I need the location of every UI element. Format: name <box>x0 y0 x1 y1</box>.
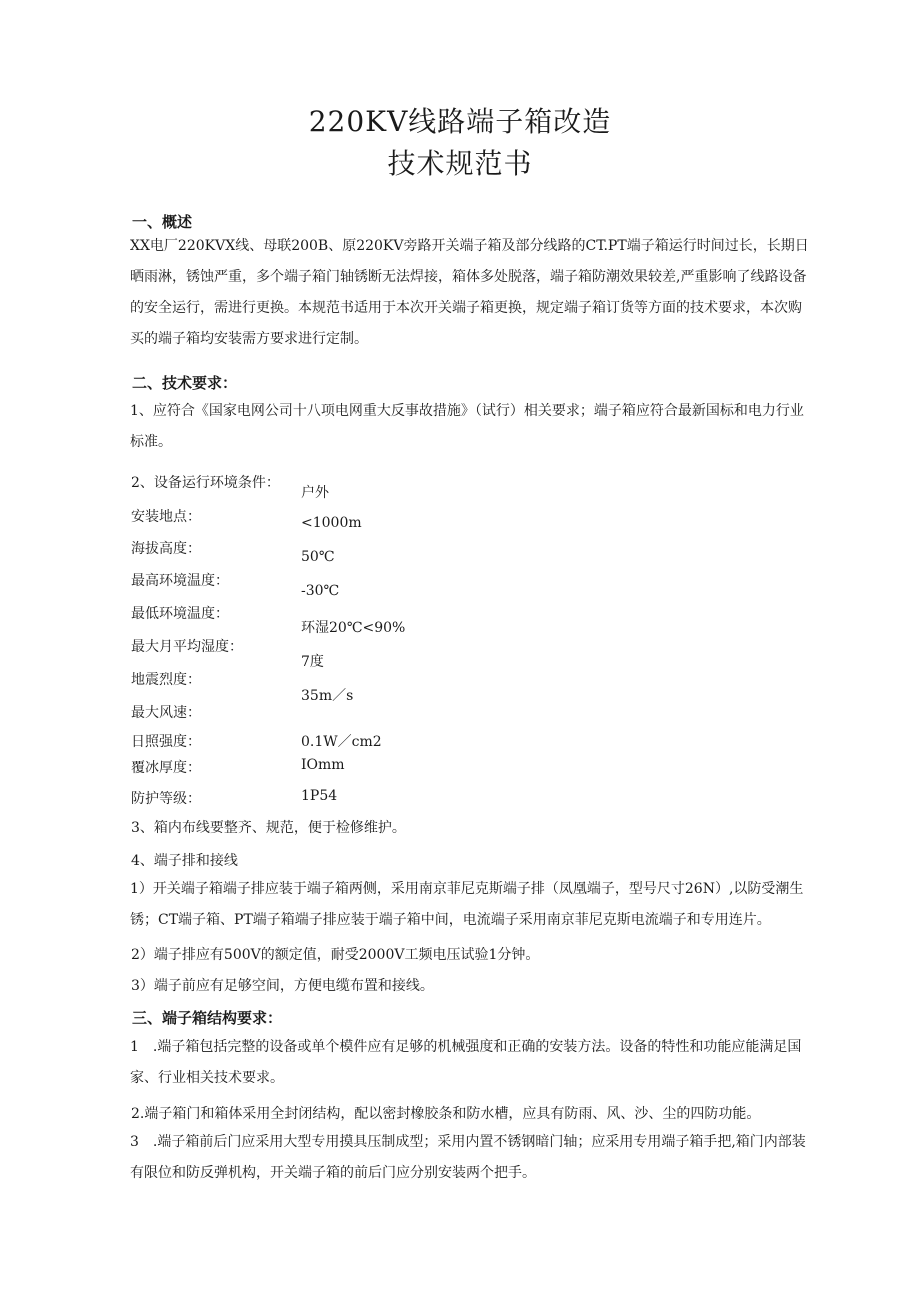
section2-sub2: 2）端子排应有500V的额定值，耐受2000V工频电压试验1分钟。 <box>131 947 540 963</box>
env-label: 防护等级： <box>131 791 201 807</box>
section2-heading: 二、技术要求： <box>132 374 238 392</box>
doc-title-line1: 220KV线路端子箱改造 <box>308 105 612 138</box>
env-value: 环湿20℃<90% <box>301 620 406 636</box>
env-value: 50℃ <box>301 549 335 565</box>
section2-item2: 2、设备运行环境条件： <box>131 475 280 491</box>
env-label: 日照强度： <box>131 734 201 750</box>
section3-item2: 2.端子箱门和箱体采用全封闭结构，配以密封橡胶条和防水槽，应具有防雨、风、沙、尘的四防功能。 <box>131 1106 761 1122</box>
env-label: 最高环境温度： <box>131 573 229 589</box>
env-label: 覆冰厚度： <box>131 760 201 776</box>
env-value: <1000m <box>301 515 362 531</box>
env-label: 最大风速： <box>131 705 201 721</box>
section1-paragraph: XX电厂220KVX线、母联200B、原220KV旁路开关端子箱及部分线路的CT.PT端子箱运行时间过长，长期日晒雨淋，锈蚀严重，多个端子箱门轴锈断无法焊接，箱体多处脱落，端子箱防潮效果较差,严重影响了线路设备的安全运行，需进行更换。本规范书适用于本次开关端子箱更换，规定端子箱订货等方面的技术要求，本次购买的端子箱均安装需方要求进行定制。 <box>130 238 809 347</box>
env-value: 0.1W／cm2 <box>301 734 382 750</box>
doc-title-line2: 技术规范书 <box>387 147 533 180</box>
section3-item3: 3 .端子箱前后门应采用大型专用摸具压制成型；采用内置不锈钢暗门轴；应采用专用端子箱手把,箱门内部装有限位和防反弹机构，开关端子箱的前后门应分别安装两个把手。 <box>130 1134 806 1181</box>
env-value: 35m／s <box>301 688 354 704</box>
section2-item1: 1、应符合《国家电网公司十八项电网重大反事故措施》（试行）相关要求；端子箱应符合最新国标和电力行业标准。 <box>130 403 804 450</box>
env-label: 地震烈度： <box>131 672 201 688</box>
section3-heading: 三、端子箱结构要求： <box>132 1009 283 1027</box>
env-value: 7度 <box>301 654 324 670</box>
section2-sub3: 3）端子前应有足够空间，方便电缆布置和接线。 <box>131 978 434 994</box>
section2-sub1: 1）开关端子箱端子排应装于端子箱两侧，采用南京菲尼克斯端子排（凤凰端子，型号尺寸26N）,以防受潮生锈；CT端子箱、PT端子箱端子排应装于端子箱中间，电流端子采用南京菲尼克斯电流端子和专用连片。 <box>130 881 804 928</box>
env-label: 最大月平均湿度： <box>131 639 243 655</box>
env-label: 最低环境温度： <box>131 606 229 622</box>
env-label: 海拔高度： <box>131 541 201 557</box>
env-value: IOmm <box>301 757 345 773</box>
section2-item3: 3、箱内布线要整齐、规范，便于检修维护。 <box>131 820 406 836</box>
section3-item1: 1 .端子箱包括完整的设备或单个模件应有足够的机械强度和正确的安装方法。设备的特性和功能应能满足国家、行业相关技术要求。 <box>130 1039 802 1086</box>
env-value: 户外 <box>301 485 329 501</box>
env-value: -30℃ <box>301 583 340 599</box>
section1-heading: 一、概述 <box>132 213 193 231</box>
env-label: 安装地点： <box>131 509 201 525</box>
env-value: 1P54 <box>301 788 338 804</box>
section2-item4: 4、端子排和接线 <box>131 853 238 869</box>
